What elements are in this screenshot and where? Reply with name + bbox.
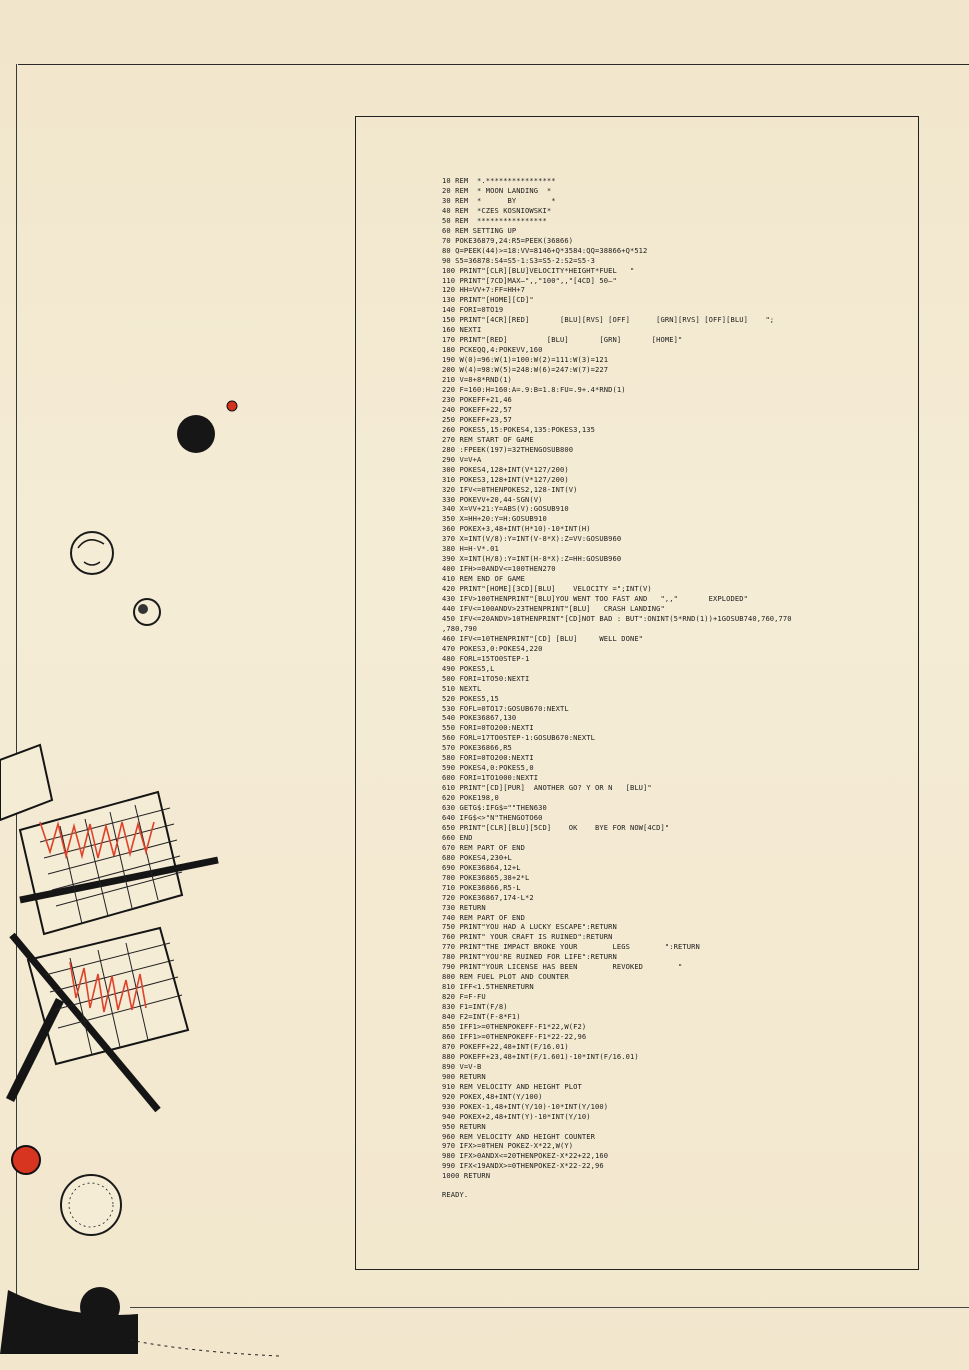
- code-line: 260 POKES5,15:POKES4,135:POKES3,135: [442, 424, 595, 434]
- code-line: 920 POKEX,48+INT(Y/100): [442, 1091, 543, 1101]
- code-line: 370 X=INT(V/8):Y=INT(V-8*X):Z=VV:GOSUB960: [442, 534, 622, 544]
- code-line: 780 PRINT"YOU'RE RUINED FOR LIFE":RETURN: [442, 952, 617, 962]
- code-line: 800 REM FUEL PLOT AND COUNTER: [442, 972, 569, 982]
- left-margin-rule: [16, 64, 17, 1354]
- code-line: 910 REM VELOCITY AND HEIGHT PLOT: [442, 1081, 582, 1091]
- code-line: 700 POKE36865,38+2*L: [442, 872, 530, 882]
- code-line: 610 PRINT"[CD][PUR] ANOTHER GO? Y OR N [BLU]": [442, 783, 652, 793]
- code-line: 60 REM SETTING UP: [442, 225, 517, 235]
- code-line: ,780,790: [442, 623, 477, 633]
- code-line: 820 F=F-FU: [442, 992, 486, 1002]
- code-line: 960 REM VELOCITY AND HEIGHT COUNTER: [442, 1131, 595, 1141]
- code-line: 120 HH=VV+7:FF=HH+7: [442, 285, 526, 295]
- code-line: 670 REM PART OF END: [442, 842, 526, 852]
- code-line: 320 IFV<=0THENPOKES2,128-INT(V): [442, 484, 578, 494]
- code-line: 70 POKE36879,24:R5=PEEK(36866): [442, 235, 574, 245]
- code-line: 460 IFV<=10THENPRINT"[CD] [BLU] WELL DONE": [442, 633, 644, 643]
- code-line: 400 IFH>=0ANDV<=100THEN270: [442, 564, 556, 574]
- code-line: 760 PRINT" YOUR CRAFT IS RUINED":RETURN: [442, 932, 613, 942]
- code-line: 980 IFX>0ANDX<=20THENPOKEZ-X*22+22,160: [442, 1151, 609, 1161]
- code-line: 480 FORL=15TO0STEP-1: [442, 653, 530, 663]
- code-line: 570 POKE36866,R5: [442, 743, 512, 753]
- code-line: 940 POKEX+2,48+INT(Y)-10*INT(Y/10): [442, 1111, 591, 1121]
- code-line: 10 REM *.****************: [442, 176, 556, 185]
- code-line: 450 IFV<=20ANDV>10THENPRINT"[CD]NOT BAD : BUT":ONINT(5*RND(1))+1GOSUB740,760,770: [442, 613, 792, 623]
- code-line: 560 FORL=17TO0STEP-1:GOSUB670:NEXTL: [442, 733, 595, 743]
- code-line: 890 V=V-B: [442, 1061, 482, 1071]
- code-line: 680 POKES4,230+L: [442, 852, 512, 862]
- code-line: 550 FORI=0TO200:NEXTI: [442, 723, 534, 733]
- code-line: 360 POKEX+3,48+INT(H*10)-10*INT(H): [442, 524, 591, 534]
- code-line: 770 PRINT"THE IMPACT BROKE YOUR LEGS ":RETURN: [442, 942, 700, 952]
- code-line: 140 FORI=0TO19: [442, 305, 504, 315]
- code-line: 740 REM PART OF END: [442, 912, 526, 922]
- code-line: 240 POKEFF+22,57: [442, 404, 512, 414]
- code-line: 660 END: [442, 832, 473, 842]
- code-line: 100 PRINT"[CLR][BLU]VELOCITY*HEIGHT*FUEL ": [442, 265, 635, 275]
- code-line: 50 REM ****************: [442, 215, 547, 225]
- code-line: 710 POKE36866,R5-L: [442, 882, 521, 892]
- code-line: 380 H=H-V*.01: [442, 544, 499, 554]
- code-line: 210 V=8+8*RND(1): [442, 375, 512, 385]
- code-line: 410 REM END OF GAME: [442, 574, 526, 584]
- basic-program-listing: [442, 176, 912, 1200]
- code-line: 130 PRINT"[HOME][CD]": [442, 295, 534, 305]
- code-line: 690 POKE36864,12+L: [442, 862, 521, 872]
- code-line: 870 POKEFF+22,48+INT(F/16.01): [442, 1041, 569, 1051]
- code-line: 790 PRINT"YOUR LICENSE HAS BEEN REVOKED ": [442, 962, 683, 972]
- code-line: 840 F2=INT(F-8*F1): [442, 1012, 521, 1022]
- code-line: 880 POKEFF+23,48+INT(F/1.601)-10*INT(F/16.01): [442, 1051, 639, 1061]
- code-line: 510 NEXTL: [442, 683, 482, 693]
- code-line: 810 IFF<1.5THENRETURN: [442, 982, 534, 992]
- code-line: 720 POKE36867,174-L*2: [442, 892, 534, 902]
- code-line: 280 :FPEEK(197)=32THENGOSUB800: [442, 444, 574, 454]
- code-line: 750 PRINT"YOU HAD A LUCKY ESCAPE":RETURN: [442, 922, 617, 932]
- code-line: 650 PRINT"[CLR][BLU][5CD] OK BYE FOR NOW[4CD]": [442, 822, 670, 832]
- code-line: 190 W(0)=96:W(1)=100:W(2)=111:W(3)=121: [442, 355, 609, 365]
- code-line: 990 IFX<19ANDX>=0THENPOKEZ-X*22-22,96: [442, 1161, 604, 1171]
- code-line: 290 V=V+A: [442, 454, 482, 464]
- code-line: 40 REM *CZES KOSNIOWSKI*: [442, 205, 552, 215]
- code-line: 440 IFV<=100ANDV>23THENPRINT"[BLU] CRASH LANDING": [442, 603, 665, 613]
- code-line: 430 IFV>100THENPRINT"[BLU]YOU WENT TOO FAST AND ",," EXPLODED": [442, 594, 748, 604]
- code-line: 730 RETURN: [442, 902, 486, 912]
- code-line: 80 Q=PEEK(44)>=18:VV=8146+Q*3584:QQ=38866+Q*512: [442, 245, 648, 255]
- code-line: 600 FORI=1TO1000:NEXTI: [442, 773, 539, 783]
- code-line: 110 PRINT"[7CD]MAX—",,"100",,"[4CD] 50—": [442, 275, 617, 285]
- code-line: 30 REM * BY *: [442, 195, 556, 205]
- code-line: 160 NEXTI: [442, 325, 482, 335]
- code-line: 520 POKES5,15: [442, 693, 499, 703]
- top-rule: [18, 64, 969, 65]
- code-line: 860 IFF1>=0THENPOKEFF-F1*22-22,96: [442, 1031, 587, 1041]
- code-line: 150 PRINT"[4CR][RED] [BLU][RVS] [OFF] [GRN][RVS] [OFF][BLU] ";: [442, 315, 775, 325]
- code-line: 180 PCKEQQ,4:POKEVV,160: [442, 345, 543, 355]
- code-line: 1000 RETURN: [442, 1171, 491, 1181]
- code-line: 420 PRINT"[HOME][3CD][BLU] VELOCITY =";INT(V): [442, 584, 652, 594]
- code-line: 590 POKES4,0:POKES5,0: [442, 763, 534, 773]
- code-line: 620 POKE198,0: [442, 793, 499, 803]
- code-line: 470 POKES3,0:POKES4,220: [442, 643, 543, 653]
- code-line: 630 GETG$:IFG$=""THEN630: [442, 803, 547, 813]
- code-line: 540 POKE36867,130: [442, 713, 517, 723]
- code-line: 580 FORI=0TO200:NEXTI: [442, 753, 534, 763]
- code-line: 830 F1=INT(F/8): [442, 1002, 508, 1012]
- code-line: 20 REM * MOON LANDING *: [442, 185, 552, 195]
- code-line: 170 PRINT"[RED] [BLU] [GRN] [HOME]": [442, 335, 683, 345]
- code-line: 850 IFF1>=0THENPOKEFF-F1*22,W(F2): [442, 1022, 587, 1032]
- code-line: 300 POKES4,128+INT(V*127/200): [442, 464, 569, 474]
- code-line: 490 POKES5,L: [442, 663, 495, 673]
- code-line: 230 POKEFF+21,46: [442, 394, 512, 404]
- code-line: 250 POKEFF+23,57: [442, 414, 512, 424]
- code-line: 350 X=HH+20:Y=H:GOSUB910: [442, 514, 547, 524]
- code-line: 270 REM START OF GAME: [442, 434, 534, 444]
- code-line: 900 RETURN: [442, 1071, 486, 1081]
- code-line: 970 IFX>=0THEN POKEZ-X*22,W(Y): [442, 1141, 574, 1151]
- code-line: 220 F=160:H=160:A=.9:B=1.8:FU=.9+.4*RND(1): [442, 385, 626, 395]
- code-line: 640 IFG$<>"N"THENGOTO60: [442, 813, 543, 822]
- code-line: 330 POKEVV+20,44-SGN(V): [442, 494, 543, 504]
- code-line: 930 POKEX-1,48+INT(Y/10)-10*INT(Y/100): [442, 1101, 609, 1111]
- bottom-rule: [130, 1307, 969, 1308]
- ready-prompt: READY.: [442, 1190, 469, 1200]
- code-line: 310 POKES3,128+INT(V*127/200): [442, 474, 569, 484]
- code-line: 390 X=INT(H/8):Y=INT(H-8*X):Z=HH:GOSUB960: [442, 554, 622, 564]
- code-line: 90 S5=36878:S4=S5-1:S3=S5-2:S2=S5-3: [442, 255, 595, 265]
- code-line: 950 RETURN: [442, 1121, 486, 1131]
- code-line: 500 FORI=1TO50:NEXTI: [442, 673, 530, 683]
- code-line: 200 W(4)=98:W(5)=248:W(6)=247:W(7)=227: [442, 365, 609, 375]
- code-line: 530 FOFL=0TO17:GOSUB670:NEXTL: [442, 703, 569, 713]
- code-line: 340 X=VV+21:Y=ABS(V):GOSUB910: [442, 504, 569, 514]
